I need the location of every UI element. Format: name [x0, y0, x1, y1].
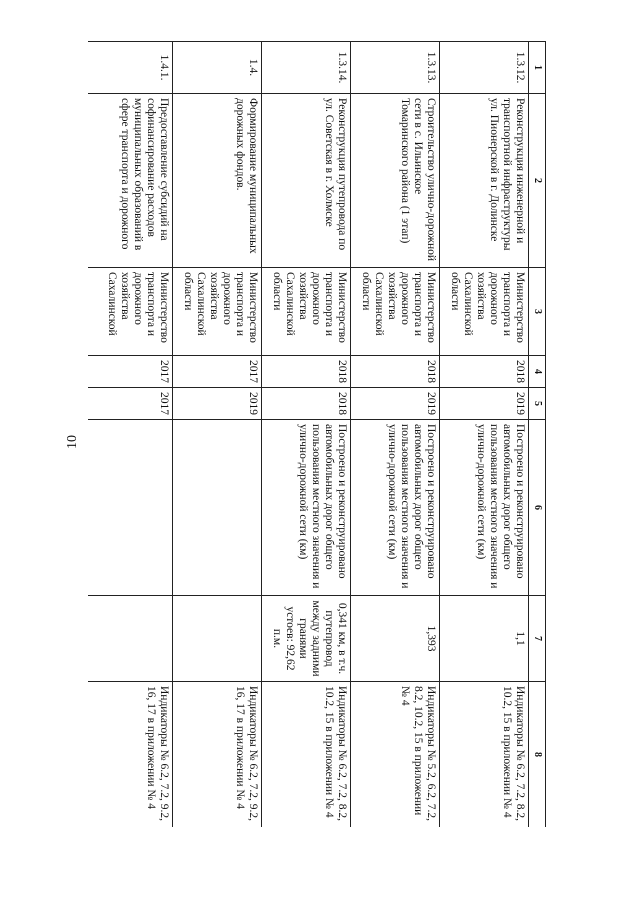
row-executor: Министерство транспорта и дорожного хозяйства Сахалинской области	[351, 268, 440, 356]
row-indicators: Индикаторы № 6.2, 7.2, 8.2, 10.2, 15 в приложении № 4	[440, 682, 529, 828]
row-start-year: 2017	[88, 356, 173, 388]
col-header-7: 7	[529, 596, 546, 682]
row-executor: Министерство транспорта и дорожного хозяйства Сахалинской области	[173, 268, 262, 356]
row-end-year: 2017	[88, 388, 173, 420]
table-row	[88, 42, 173, 828]
row-result: Построено и реконструировано автомобильных дорог общего пользования местного значения и улично-дорожной сети (км)	[351, 420, 440, 596]
col-header-4: 4	[529, 356, 546, 388]
row-result	[173, 420, 262, 596]
row-end-year: 2018	[262, 388, 351, 420]
table-stage	[88, 41, 546, 827]
row-indicators: Индикаторы № 6.2, 7.2, 9.2, 16, 17 в приложении № 4	[88, 682, 173, 828]
row-start-year: 2018	[351, 356, 440, 388]
row-indicators: Индикаторы № 6.2, 7.2, 8.2, 10.2, 15 в приложении № 4	[262, 682, 351, 828]
row-indicators: Индикаторы № 5.2, 6.2, 7.2, 8.2, 10.2, 15 в приложении № 4	[351, 682, 440, 828]
row-name: Строительство улично-дорожной сети в с. Ильинское Томаринского района (1 этап)	[351, 94, 440, 268]
row-start-year: 2018	[262, 356, 351, 388]
row-name: Реконструкция путепровода по ул. Советская в г. Холмске	[262, 94, 351, 268]
col-header-8: 8	[529, 682, 546, 828]
rotated-table-frame	[88, 41, 546, 827]
row-executor: Министерство транспорта и дорожного хозяйства Сахалинской области	[440, 268, 529, 356]
table-row	[262, 42, 351, 828]
col-header-5: 5	[529, 388, 546, 420]
row-executor: Министерство транспорта и дорожного хозяйства Сахалинской области	[262, 268, 351, 356]
row-value: 0,341 км, в т.ч. путепровод между задними гранями устоев: 92,62 п.м.	[262, 596, 351, 682]
row-value	[88, 596, 173, 682]
row-name: Предоставление субсидий на софинансирование расходов муниципальных образований в сфере транспорта и дорожного	[88, 94, 173, 268]
row-value: 1,393	[351, 596, 440, 682]
row-result	[88, 420, 173, 596]
row-number: 1.4.1.	[88, 42, 173, 94]
row-value	[173, 596, 262, 682]
row-number: 1.3.14.	[262, 42, 351, 94]
table-row	[351, 42, 440, 828]
row-executor: Министерство транспорта и дорожного хозяйства Сахалинской	[88, 268, 173, 356]
row-start-year: 2017	[173, 356, 262, 388]
page-number: 10	[65, 435, 80, 449]
row-number: 1.3.12.	[440, 42, 529, 94]
col-header-3: 3	[529, 268, 546, 356]
row-end-year: 2019	[440, 388, 529, 420]
col-header-6: 6	[529, 420, 546, 596]
table-row	[440, 42, 529, 828]
row-value: 1,1	[440, 596, 529, 682]
table-row	[173, 42, 262, 828]
row-result: Построено и реконструировано автомобильных дорог общего пользования местного значения и улично-дорожной сети (км)	[440, 420, 529, 596]
col-header-2: 2	[529, 94, 546, 268]
row-name: Реконструкция инженерной и транспортной инфраструктуры ул. Пионерской в г. Долинске	[440, 94, 529, 268]
row-start-year: 2018	[440, 356, 529, 388]
row-number: 1.3.13.	[351, 42, 440, 94]
program-table	[88, 41, 546, 827]
row-number: 1.4.	[173, 42, 262, 94]
col-header-1: 1	[529, 42, 546, 94]
row-result: Построено и реконструировано автомобильных дорог общего пользования местного значения и улично-дорожной сети (км)	[262, 420, 351, 596]
row-name: Формирование муниципальных дорожных фондов.	[173, 94, 262, 268]
row-end-year: 2019	[173, 388, 262, 420]
row-end-year: 2019	[351, 388, 440, 420]
row-indicators: Индикаторы № 6.2, 7.2, 9.2, 16, 17 в приложении № 4	[173, 682, 262, 828]
header-row	[529, 42, 546, 828]
